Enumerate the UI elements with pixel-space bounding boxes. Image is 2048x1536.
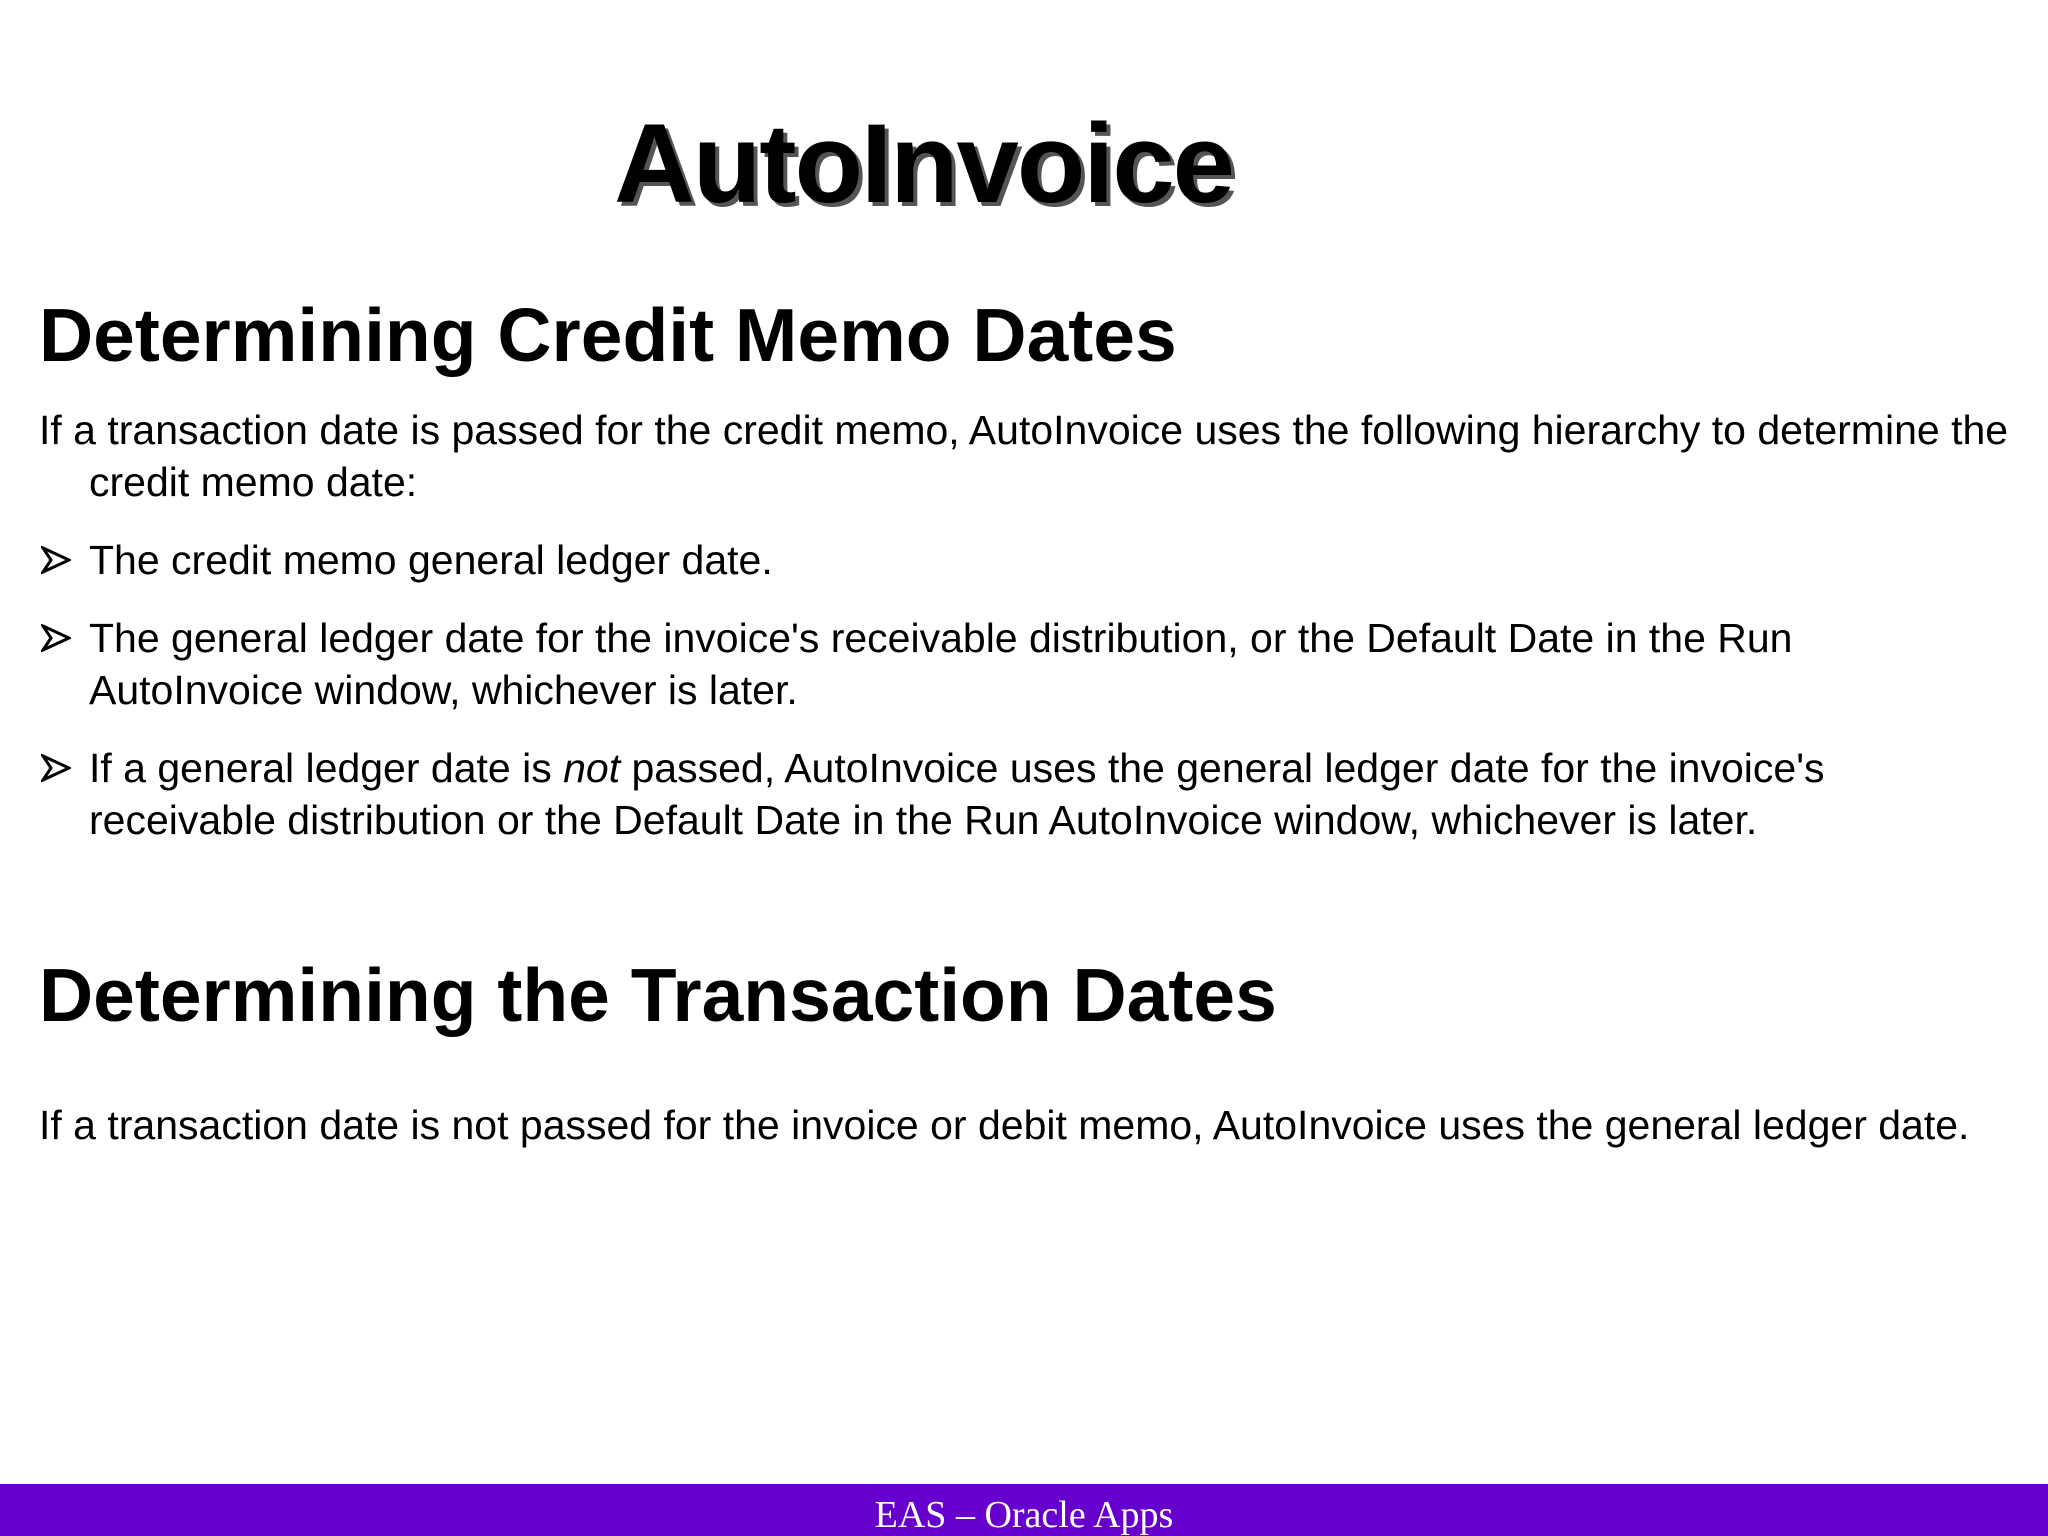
list-item-text-post: passed, AutoInvoice uses the general ledger date for the invoice's receivable distribution or the Default Date in the Run AutoInvoice window, whichever is later. — [89, 745, 1825, 843]
list-item-emphasis: not — [563, 745, 621, 791]
footer-bar — [0, 1484, 2048, 1536]
arrowhead-bullet-icon — [41, 742, 77, 794]
list-item — [39, 742, 1999, 846]
arrowhead-bullet-icon — [41, 534, 77, 586]
list-item-text-pre: If a general ledger date is — [89, 745, 564, 791]
section-heading-credit-memo-dates: Determining Credit Memo Dates — [39, 293, 1177, 377]
credit-memo-intro-paragraph: If a transaction date is passed for the credit memo, AutoInvoice uses the following hierarchy to determine the credit memo date: — [39, 407, 2009, 505]
list-item — [39, 534, 1999, 586]
credit-memo-hierarchy-list — [39, 534, 1999, 872]
list-item-text: The credit memo general ledger date. — [89, 537, 773, 583]
transaction-dates-paragraph: If a transaction date is not passed for the invoice or debit memo, AutoInvoice uses the general ledger date. — [39, 1102, 1970, 1148]
list-item-text: The general ledger date for the invoice's receivable distribution, or the Default Date in the Run AutoInvoice window, whichever is later. — [89, 615, 1793, 713]
slide-title: AutoInvoice — [614, 101, 1233, 226]
list-item — [39, 612, 1999, 716]
arrowhead-bullet-icon — [41, 612, 77, 664]
footer-text: EAS – Oracle Apps — [874, 1494, 1174, 1536]
section-heading-transaction-dates: Determining the Transaction Dates — [39, 953, 1277, 1037]
